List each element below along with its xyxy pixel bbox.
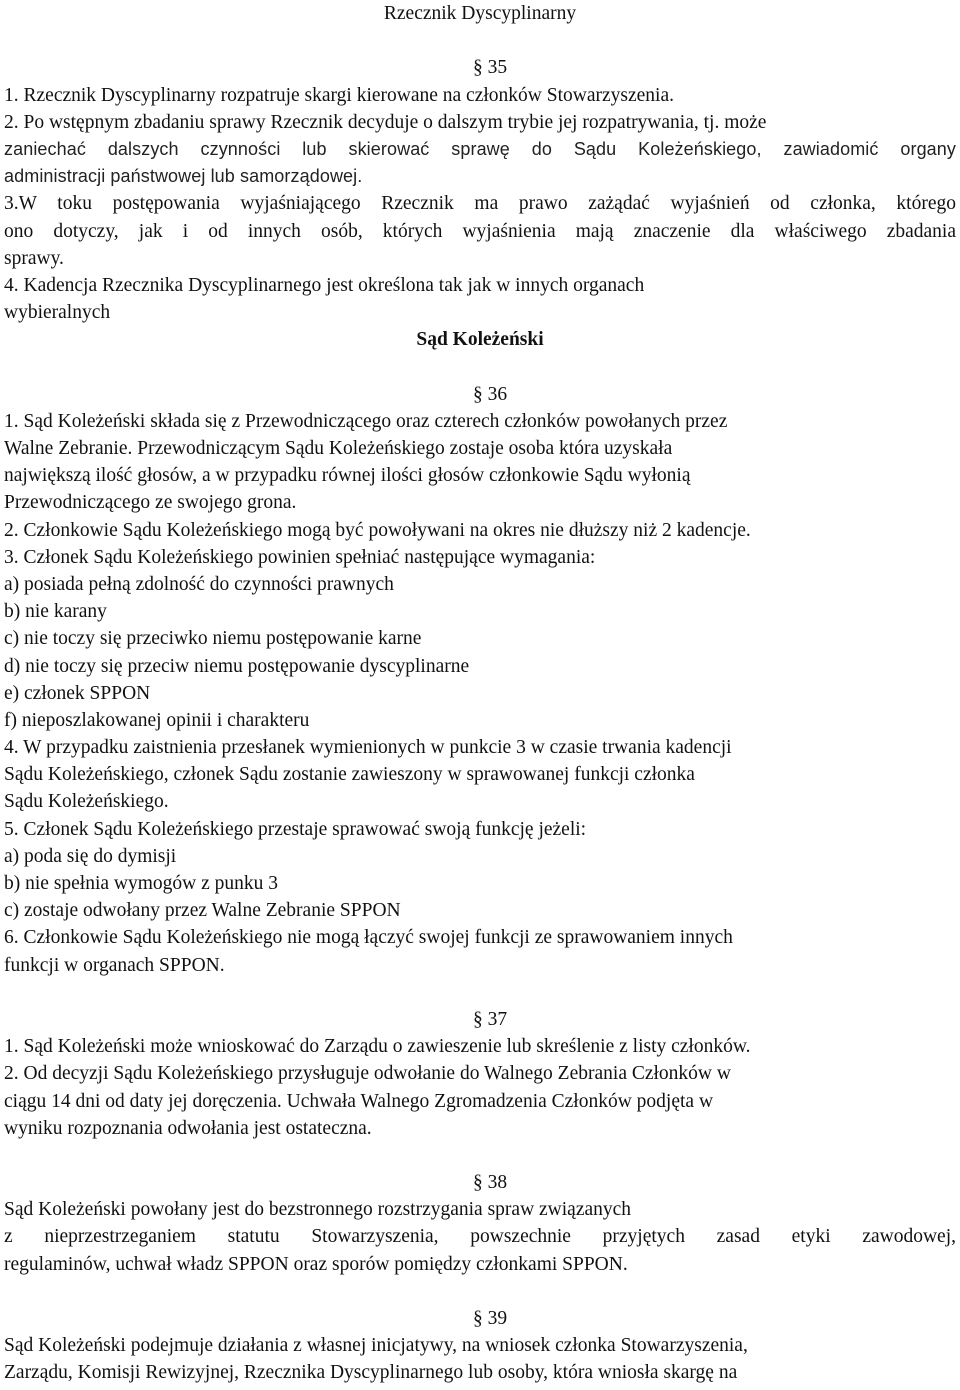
section-37-line: ciągu 14 dni od daty jej doręczenia. Uchwała Walnego Zgromadzenia Członków podjęta w <box>4 1090 714 1112</box>
section-36-line: e) członek SPPON <box>4 682 151 704</box>
section-36-line: Przewodniczącego ze swojego grona. <box>4 492 297 514</box>
section-37-line: 2. Od decyzji Sądu Koleżeńskiego przysługuje odwołanie do Walnego Zebrania Członków w <box>4 1063 731 1085</box>
section-36-line: największą ilość głosów, a w przypadku równej ilości głosów członkowie Sądu wyłonią <box>4 465 691 487</box>
section-36-line: 5. Członek Sądu Koleżeńskiego przestaje sprawować swoją funkcję jeżeli: <box>4 818 587 840</box>
spacer <box>4 353 956 380</box>
section-35-line: 3.W toku postępowania wyjaśniającego Rzecznik ma prawo zażądać wyjaśnień od członka, którego <box>4 193 956 215</box>
document-page <box>4 0 956 1387</box>
section-35-line: 2. Po wstępnym zbadaniu sprawy Rzecznik decyduje o dalszym trybie jej rozpatrywania, tj. może <box>4 111 767 133</box>
section-35-line: sprawy. <box>4 247 64 269</box>
section-37-number: § 37 <box>472 1008 508 1030</box>
section-36-line: Walne Zebranie. Przewodniczącym Sądu Koleżeńskiego zostaje osoba która uzyskała <box>4 438 673 459</box>
section-38-line: regulaminów, uchwał władz SPPON oraz sporów pomiędzy członkami SPPON. <box>4 1253 628 1275</box>
section-36-line: a) posiada pełną zdolność do czynności prawnych <box>4 573 394 595</box>
section-35-line: 1. Rzecznik Dyscyplinarny rozpatruje skargi kierowane na członków Stowarzyszenia. <box>4 84 674 106</box>
section-36-line: 6. Członkowie Sądu Koleżeńskiego nie mogą łączyć swojej funkcji ze sprawowaniem innych <box>4 927 733 949</box>
section-36-line: b) nie spełnia wymogów z punku 3 <box>4 873 279 894</box>
spacer <box>4 27 956 54</box>
section-36-line: b) nie karany <box>4 601 107 623</box>
spacer <box>4 1278 956 1305</box>
spacer <box>4 979 956 1006</box>
section-35-line: 4. Kadencja Rzecznika Dyscyplinarnego jest określona tak jak w innych organach <box>4 274 645 296</box>
section-39-number: § 39 <box>472 1308 508 1329</box>
section-38-number: § 38 <box>472 1172 508 1194</box>
page-title: Rzecznik Dyscyplinarny <box>383 3 577 24</box>
section-37-line: wyniku rozpoznania odwołania jest ostateczna. <box>4 1117 372 1139</box>
spacer <box>4 1142 956 1169</box>
section-35-line: zaniechać dalszych czynności lub skierować sprawę do Sądu Koleżeńskiego, zawiadomić organy <box>4 138 956 159</box>
section-36-line: 2. Członkowie Sądu Koleżeńskiego mogą być powoływani na okres nie dłuższy niż 2 kadencje. <box>4 519 751 541</box>
section-36-line: c) nie toczy się przeciwko niemu postępowanie karne <box>4 628 422 650</box>
section-36-line: 3. Członek Sądu Koleżeńskiego powinien spełniać następujące wymagania: <box>4 546 596 568</box>
section-35-line: administracji państwowej lub samorządowej. <box>4 166 363 187</box>
section-38-line: z nieprzestrzeganiem statutu Stowarzyszenia, powszechnie przyjętych zasad etyki zawodowej, <box>4 1226 956 1248</box>
section-36-line: 4. W przypadku zaistnienia przesłanek wymienionych w punkcie 3 w czasie trwania kadencji <box>4 737 732 759</box>
section-36-line: c) zostaje odwołany przez Walne Zebranie SPPON <box>4 900 401 922</box>
section-36-line: 1. Sąd Koleżeński składa się z Przewodniczącego oraz czterech członków powołanych przez <box>4 410 728 432</box>
section-36-line: Sądu Koleżeńskiego, członek Sądu zostanie zawieszony w sprawowanej funkcji członka <box>4 764 695 786</box>
section-38-line: Sąd Koleżeński powołany jest do bezstronnego rozstrzygania spraw związanych <box>4 1199 632 1221</box>
section-39-line: Zarządu, Komisji Rewizyjnej, Rzecznika Dyscyplinarnego lub osoby, która wniosła skargę na <box>4 1362 738 1384</box>
section-36-line: funkcji w organach SPPON. <box>4 954 225 976</box>
section-36-line: Sądu Koleżeńskiego. <box>4 791 169 813</box>
court-section-heading: Sąd Koleżeński <box>416 329 544 351</box>
section-35-line: ono dotyczy, jak i od innych osób, których wyjaśnienia mają znaczenie dla właściwego zbadania <box>4 220 956 242</box>
section-35-number: § 35 <box>472 57 508 79</box>
section-35-sans-block <box>4 136 956 190</box>
section-36-line: f) nieposzlakowanej opinii i charakteru <box>4 709 310 731</box>
section-35-line: wybieralnych <box>4 302 111 324</box>
section-36-line: a) poda się do dymisji <box>4 845 177 867</box>
section-37-line: 1. Sąd Koleżeński może wnioskować do Zarządu o zawieszenie lub skreślenie z listy członków. <box>4 1036 751 1058</box>
section-36-line: d) nie toczy się przeciw niemu postępowanie dyscyplinarne <box>4 655 470 677</box>
section-36-number: § 36 <box>472 383 508 405</box>
section-39-line: Sąd Koleżeński podejmuje działania z własnej inicjatywy, na wniosek członka Stowarzyszenia, <box>4 1335 748 1357</box>
